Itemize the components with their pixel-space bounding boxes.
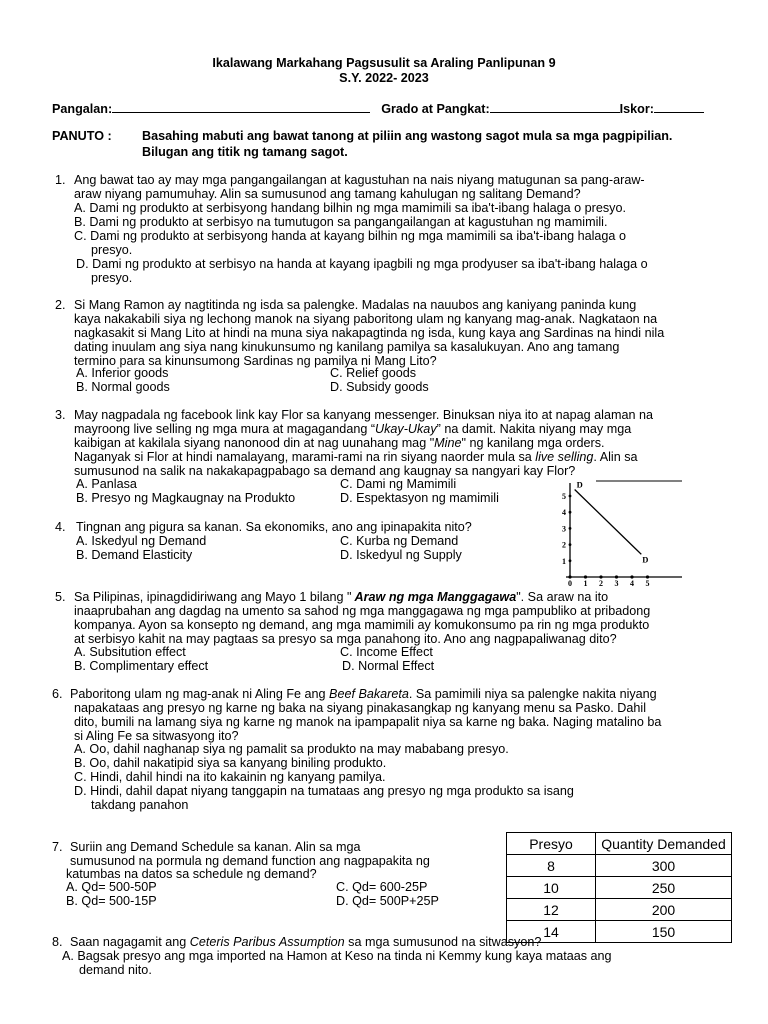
y-tick-dot bbox=[569, 543, 572, 546]
instructions-label: PANUTO : bbox=[52, 129, 112, 143]
q5-choice-d[interactable]: D. Normal Effect bbox=[342, 659, 435, 673]
y-tick-dot bbox=[569, 559, 572, 562]
q4-choice-a[interactable]: A. Iskedyul ng Demand bbox=[76, 534, 207, 548]
q2-stem-line: nagkasakit si Mang Lito at hindi na muna siya nakapagtinda ng isda, kung kaya ang Sardinas na hindi nila bbox=[74, 326, 665, 340]
demand-curve-line bbox=[575, 490, 642, 555]
q7-choice-c[interactable]: C. Qd= 600-25P bbox=[336, 880, 428, 894]
q7-number: 7. bbox=[52, 840, 63, 854]
y-tick-dot bbox=[569, 527, 572, 530]
q8-choice-a-cont: demand nito. bbox=[79, 963, 152, 977]
q6-number: 6. bbox=[52, 687, 63, 701]
table-cell: 8 bbox=[507, 855, 596, 877]
q2-choice-d[interactable]: D. Subsidy goods bbox=[330, 380, 429, 394]
table-cell: 300 bbox=[596, 855, 732, 877]
name-blank[interactable] bbox=[112, 100, 370, 113]
q6-choice-b[interactable]: B. Oo, dahil nakatipid siya sa kanyang biniling produkto. bbox=[74, 756, 387, 770]
q1-stem-line: Ang bawat tao ay may mga pangangailangan at kagustuhan na nais niyang matugunan sa pang-araw- bbox=[74, 173, 645, 187]
x-tick-dot bbox=[630, 575, 633, 578]
q6-choice-d[interactable]: D. Hindi, dahil dapat niyang tanggapin na tumataas ang presyo ng mga produkto sa isang bbox=[74, 784, 574, 798]
q2-stem-line: dating inuulam ang siya nang kinukunsumo ng kanilang pamilya sa kasalukuyan. Ano ang tamang bbox=[74, 340, 620, 354]
q4-choice-b[interactable]: B. Demand Elasticity bbox=[76, 548, 193, 562]
q3-choice-c[interactable]: C. Dami ng Mamimili bbox=[340, 477, 457, 491]
q5-choice-c[interactable]: C. Income Effect bbox=[340, 645, 433, 659]
grade-label: Grado at Pangkat: bbox=[381, 102, 490, 116]
q2-number: 2. bbox=[55, 298, 66, 312]
x-tick-label: 1 bbox=[583, 579, 588, 588]
q7-choice-b[interactable]: B. Qd= 500-15P bbox=[66, 894, 157, 908]
q3-stem-line: Naganyak si Flor at hindi namalayang, marami-rami na rin siyang naorder mula sa live selling. Alin sa bbox=[74, 450, 638, 464]
y-tick-dot bbox=[569, 511, 572, 514]
exam-title: Ikalawang Markahang Pagsusulit sa Araling Panlipunan 9 bbox=[212, 56, 556, 70]
q7-choice-a[interactable]: A. Qd= 500-50P bbox=[66, 880, 157, 894]
y-tick-label: 5 bbox=[562, 492, 566, 501]
q7-stem-line: sumusunod na pormula ng demand function ang nagpapakita ng bbox=[70, 854, 430, 868]
q3-number: 3. bbox=[55, 408, 66, 422]
q1-choice-d[interactable]: D. Dami ng produkto at serbisyo na handa at kayang ipagbili ng mga prodyuser sa iba't-ibang halaga o bbox=[76, 257, 648, 271]
x-tick-label: 4 bbox=[630, 579, 634, 588]
x-tick-dot bbox=[568, 575, 571, 578]
q1-number: 1. bbox=[55, 173, 66, 187]
x-tick-label: 2 bbox=[599, 579, 603, 588]
q5-stem-line: at serbisyo kahit na may pagtaas sa presyo sa mga panahong ito. Ano ang nagpapaliwanag dito? bbox=[74, 632, 617, 646]
y-tick-label: 2 bbox=[562, 540, 566, 550]
student-info-line bbox=[52, 100, 704, 116]
curve-label-start: D bbox=[576, 479, 583, 490]
table-header-row bbox=[507, 833, 732, 855]
name-label: Pangalan: bbox=[52, 102, 113, 116]
q5-choice-b[interactable]: B. Complimentary effect bbox=[74, 659, 209, 673]
q5-number: 5. bbox=[55, 590, 66, 604]
table-row bbox=[507, 877, 732, 899]
q3-choice-b[interactable]: B. Presyo ng Magkaugnay na Produkto bbox=[76, 491, 296, 505]
curve-label-end: D bbox=[642, 554, 649, 565]
grade-blank[interactable] bbox=[490, 100, 620, 113]
q2-choice-a[interactable]: A. Inferior goods bbox=[76, 366, 169, 380]
x-tick-dot bbox=[615, 575, 618, 578]
y-tick-label: 4 bbox=[562, 508, 566, 518]
q6-choice-d-cont: takdang panahon bbox=[91, 798, 189, 812]
instructions-line-1: Basahing mabuti ang bawat tanong at piliin ang wastong sagot mula sa mga pagpipilian. bbox=[142, 129, 673, 143]
x-tick-label: 3 bbox=[614, 579, 619, 588]
table-cell: 10 bbox=[507, 877, 596, 899]
q3-choice-d[interactable]: D. Espektasyon ng mamimili bbox=[340, 491, 499, 505]
table-cell: 12 bbox=[507, 899, 596, 921]
q2-stem-line: termino para sa kinunsumong Sardinas ng pamilya ni Mang Lito? bbox=[74, 354, 437, 368]
table-cell: 200 bbox=[596, 899, 732, 921]
x-tick-dot bbox=[584, 575, 587, 578]
q2-choice-b[interactable]: B. Normal goods bbox=[76, 380, 170, 394]
q6-choice-c[interactable]: C. Hindi, dahil hindi na ito kakainin ng kanyang pamilya. bbox=[74, 770, 386, 784]
q1-choice-d-cont: presyo. bbox=[91, 271, 133, 285]
q1-stem-line: araw niyang pamumuhay. Alin sa sumusunod ang tamang kahulugan ng salitang Demand? bbox=[74, 187, 581, 201]
q4-choice-c[interactable]: C. Kurba ng Demand bbox=[340, 534, 459, 548]
x-tick-dot bbox=[599, 575, 602, 578]
chart-layer bbox=[562, 480, 682, 588]
table-row bbox=[507, 855, 732, 877]
x-tick-dot bbox=[646, 575, 649, 578]
q7-stem-line: katumbas na datos sa schedule ng demand? bbox=[66, 867, 317, 881]
table-cell: 14 bbox=[507, 921, 596, 943]
demand-curve-chart bbox=[556, 479, 686, 589]
demand-schedule-table bbox=[506, 832, 732, 943]
q6-stem-line: napakataas ang presyo ng karne ng baka na siyang pinakasangkap ng kanyang menu sa Pasko. Dahil bbox=[74, 701, 647, 715]
q3-choice-a[interactable]: A. Panlasa bbox=[76, 477, 137, 491]
x-tick-label: 5 bbox=[645, 579, 650, 588]
q3-stem-line: sumusunod na salik na nakakapagpabago sa demand ang kaugnay sa nangyari kay Flor? bbox=[74, 464, 576, 478]
q3-stem-line: mayroong live selling ng mga mura at magagandang “Ukay-Ukay” na damit. Nakita niyang may mga bbox=[74, 422, 632, 436]
q7-stem-line: Suriin ang Demand Schedule sa kanan. Alin sa mga bbox=[70, 840, 361, 854]
q8-choice-a[interactable]: A. Bagsak presyo ang mga imported na Hamon at Keso na tinda ni Kemmy kung kaya mataas ang bbox=[62, 949, 612, 963]
score-label: Iskor: bbox=[619, 102, 654, 116]
x-tick-label: 0 bbox=[568, 579, 572, 588]
q6-choice-a[interactable]: A. Oo, dahil naghanap siya ng pamalit sa produkto na may mababang presyo. bbox=[74, 742, 509, 756]
q5-stem-line: kompanya. Ayon sa konsepto ng demand, ang mga mamimili ay komukonsumo pa rin ng mga produkto bbox=[74, 618, 650, 632]
q4-choice-d[interactable]: D. Iskedyul ng Supply bbox=[340, 548, 462, 562]
q1-choice-c-cont: presyo. bbox=[91, 243, 133, 257]
y-tick-dot bbox=[569, 495, 572, 498]
q5-stem-line: inaaprubahan ang dagdag na umento sa sahod ng mga manggagawa ng mga pampubliko at pribadong bbox=[74, 604, 651, 618]
q1-choice-b[interactable]: B. Dami ng produkto at serbisyo na tumutugon sa pangangailangan at kagustuhan ng mamimili. bbox=[74, 215, 608, 229]
table-header-cell: Presyo bbox=[507, 833, 596, 855]
table-cell: 150 bbox=[596, 921, 732, 943]
q6-stem-line: Paboritong ulam ng mag-anak ni Aling Fe ang Beef Bakareta. Sa pamimili niya sa palengke nakita niyang bbox=[70, 687, 657, 701]
q4-stem: Tingnan ang pigura sa kanan. Sa ekonomiks, ano ang ipinapakita nito? bbox=[76, 520, 472, 534]
instructions-line-2: Bilugan ang titik ng tamang sagot. bbox=[142, 145, 348, 159]
q2-stem-line: kaya nakakabili siya ng lechong manok na siyang paboritong ulam ng kanyang mag-anak. Nagkataon na bbox=[74, 312, 658, 326]
q2-choice-c[interactable]: C. Relief goods bbox=[330, 366, 417, 380]
q6-stem-line: dito, bumili na lamang siya ng karne ng manok na ipampapalit niya sa karne ng baka. Naging matalino ba bbox=[74, 715, 662, 729]
q8-number: 8. bbox=[52, 935, 63, 949]
school-year: S.Y. 2022- 2023 bbox=[339, 71, 429, 85]
q7-choice-d[interactable]: D. Qd= 500P+25P bbox=[336, 894, 439, 908]
q3-stem-line: kaibigan at kakilala siyang nanonood din at nag uunahang mag "Mine" ng kanilang mga orders. bbox=[74, 436, 605, 450]
q1-choice-c[interactable]: C. Dami ng produkto at serbisyong handa at kayang bilhin ng mga mamimili sa iba't-ibang halaga o bbox=[74, 229, 626, 243]
table-cell: 250 bbox=[596, 877, 732, 899]
q6-stem-line: si Aling Fe sa sitwasyong ito? bbox=[74, 729, 239, 743]
q4-number: 4. bbox=[55, 520, 66, 534]
score-blank[interactable] bbox=[654, 100, 704, 113]
y-tick-label: 3 bbox=[562, 524, 566, 534]
q5-stem-line: Sa Pilipinas, ipinagdidiriwang ang Mayo 1 bilang " Araw ng mga Manggagawa". Sa araw na ito bbox=[74, 590, 609, 604]
q5-choice-a[interactable]: A. Subsitution effect bbox=[74, 645, 186, 659]
q2-stem-line: Si Mang Ramon ay nagtitinda ng isda sa palengke. Madalas na nauubos ang kaniyang paninda kung bbox=[74, 298, 637, 312]
q8-stem-line: Saan nagagamit ang Ceteris Paribus Assumption sa mga sumusunod na sitwasyon? bbox=[70, 935, 542, 949]
q3-stem-line: May nagpadala ng facebook link kay Flor sa kanyang messenger. Binuksan niya ito at napag alaman na bbox=[74, 408, 653, 422]
y-tick-label: 1 bbox=[562, 556, 566, 566]
q1-choice-a[interactable]: A. Dami ng produkto at serbisyong handang bilhin ng mga mamimili sa iba't-ibang halaga o presyo. bbox=[74, 201, 626, 215]
table-header-cell: Quantity Demanded bbox=[596, 833, 732, 855]
table-row bbox=[507, 899, 732, 921]
